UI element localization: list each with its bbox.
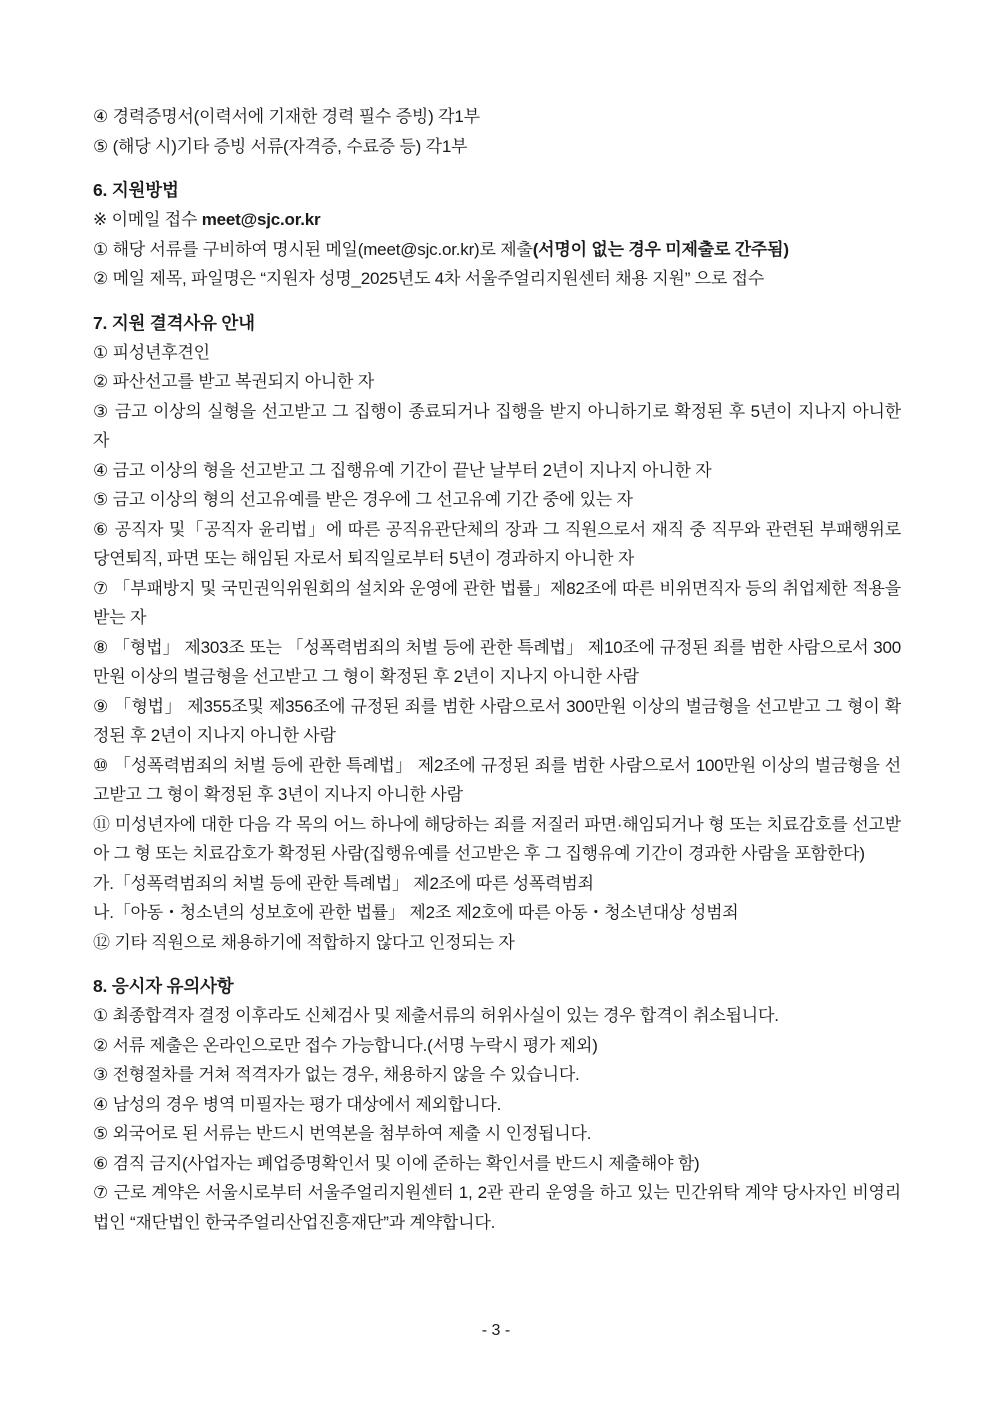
section6-item-1-bold-note: (서명이 없는 경우 미제출로 간주됨) bbox=[532, 239, 789, 259]
section7-subitem-na: 나.「아동・청소년의 성보호에 관한 법률」 제2조 제2호에 따른 아동・청소년대상 성범죄 bbox=[93, 903, 739, 922]
section7-item-12: ⑫ 기타 직원으로 채용하기에 적합하지 않다고 인정되는 자 bbox=[93, 932, 515, 952]
section7-item-6: ⑥ 공직자 및「공직자 윤리법」에 따른 공직유관단체의 장과 그 직원으로서 재직 중 직무와 관련된 부패행위로 당연퇴직, 파면 또는 해임된 자로서 퇴직일로부터 5년이 경과하지 아니한 자 bbox=[93, 519, 901, 568]
section8-item-3: ③ 전형절차를 거쳐 적격자가 없는 경우, 채용하지 않을 수 있습니다. bbox=[93, 1065, 580, 1084]
section7-item-4: ④ 금고 이상의 형을 선고받고 그 집행유예 기간이 끝난 날부터 2년이 지나지 아니한 자 bbox=[93, 460, 712, 480]
section8-item-6: ⑥ 겸직 금지(사업자는 폐업증명확인서 및 이에 준하는 확인서를 반드시 제출해야 함) bbox=[93, 1153, 700, 1173]
section6-item-1 bbox=[93, 235, 901, 265]
section7-item-2: ② 파산선고를 받고 복권되지 아니한 자 bbox=[93, 372, 374, 391]
attachment-item-4: ④ 경력증명서(이력서에 기재한 경력 필수 증빙) 각1부 bbox=[93, 107, 480, 126]
section7-item-8: ⑧ 「형법」 제303조 또는 「성폭력범죄의 처벌 등에 관한 특례법」 제10조에 규정된 죄를 범한 사람으로서 300만원 이상의 벌금형을 선고받고 그 형이 확정된 후 2년이 지나지 아니한 사람 bbox=[93, 637, 901, 686]
section7-item-10: ⑩ 「성폭력범죄의 처벌 등에 관한 특례법」 제2조에 규정된 죄를 범한 사람으로서 100만원 이상의 벌금형을 선고받고 그 형이 확정된 후 3년이 지나지 아니한 사람 bbox=[93, 755, 901, 804]
section-7-heading: 7. 지원 결격사유 안내 bbox=[93, 312, 255, 333]
document-body bbox=[93, 102, 901, 1237]
section7-item-9: ⑨ 「형법」 제355조및 제356조에 규정된 죄를 범한 사람으로서 300만원 이상의 벌금형을 선고받고 그 형이 확정된 후 2년이 지나지 아니한 사람 bbox=[93, 696, 901, 745]
email-note-text: ※ 이메일 접수 bbox=[93, 210, 202, 229]
section7-item-7: ⑦ 「부패방지 및 국민권익위원회의 설치와 운영에 관한 법률」제82조에 따른 비위면직자 등의 취업제한 적용을 받는 자 bbox=[93, 578, 901, 627]
section7-item-5: ⑤ 금고 이상의 형의 선고유예를 받은 경우에 그 선고유예 기간 중에 있는 자 bbox=[93, 490, 633, 509]
email-address: meet@sjc.or.kr bbox=[201, 210, 321, 229]
section8-item-7: ⑦ 근로 계약은 서울시로부터 서울주얼리지원센터 1, 2관 관리 운영을 하고 있는 민간위탁 계약 당사자인 비영리법인 “재단법인 한국주얼리산업진흥재단”과 계약합니다. bbox=[93, 1183, 901, 1232]
section6-item-2: ② 메일 제목, 파일명은 “지원자 성명_2025년도 4차 서울주얼리지원센터 채용 지원” 으로 접수 bbox=[93, 269, 765, 288]
section8-item-1: ① 최종합격자 결정 이후라도 신체검사 및 제출서류의 허위사실이 있는 경우 합격이 취소됩니다. bbox=[93, 1006, 779, 1025]
section7-item-1: ① 피성년후견인 bbox=[93, 342, 210, 362]
attachment-item-5: ⑤ (해당 시)기타 증빙 서류(자격증, 수료증 등) 각1부 bbox=[93, 136, 468, 156]
section8-item-4: ④ 남성의 경우 병역 미필자는 평가 대상에서 제외합니다. bbox=[93, 1094, 502, 1114]
section8-item-5: ⑤ 외국어로 된 서류는 반드시 번역본을 첨부하여 제출 시 인정됩니다. bbox=[93, 1124, 592, 1143]
section7-item-11: ⑪ 미성년자에 대한 다음 각 목의 어느 하나에 해당하는 죄를 저질러 파면·해임되거나 형 또는 치료감호를 선고받아 그 형 또는 치료감호가 확정된 사람(집행유예를 선고받은 후 그 집행유예 기간이 경과한 사람을 포함한다) bbox=[93, 814, 901, 863]
email-note-line bbox=[93, 205, 901, 235]
section-6-heading: 6. 지원방법 bbox=[93, 180, 179, 200]
section7-item-3: ③ 금고 이상의 실형을 선고받고 그 집행이 종료되거나 집행을 받지 아니하기로 확정된 후 5년이 지나지 아니한 자 bbox=[93, 401, 901, 450]
section7-subitem-ga: 가.「성폭력범죄의 처벌 등에 관한 특례법」 제2조에 따른 성폭력범죄 bbox=[93, 873, 594, 893]
section-8-heading: 8. 응시자 유의사항 bbox=[93, 976, 234, 996]
section8-item-2: ② 서류 제출은 온라인으로만 접수 가능합니다.(서명 누락시 평가 제외) bbox=[93, 1035, 598, 1055]
section6-item-1-text: ① 해당 서류를 구비하여 명시된 메일(meet@sjc.or.kr)로 제출 bbox=[93, 239, 533, 259]
page-number: - 3 - bbox=[481, 1322, 511, 1339]
